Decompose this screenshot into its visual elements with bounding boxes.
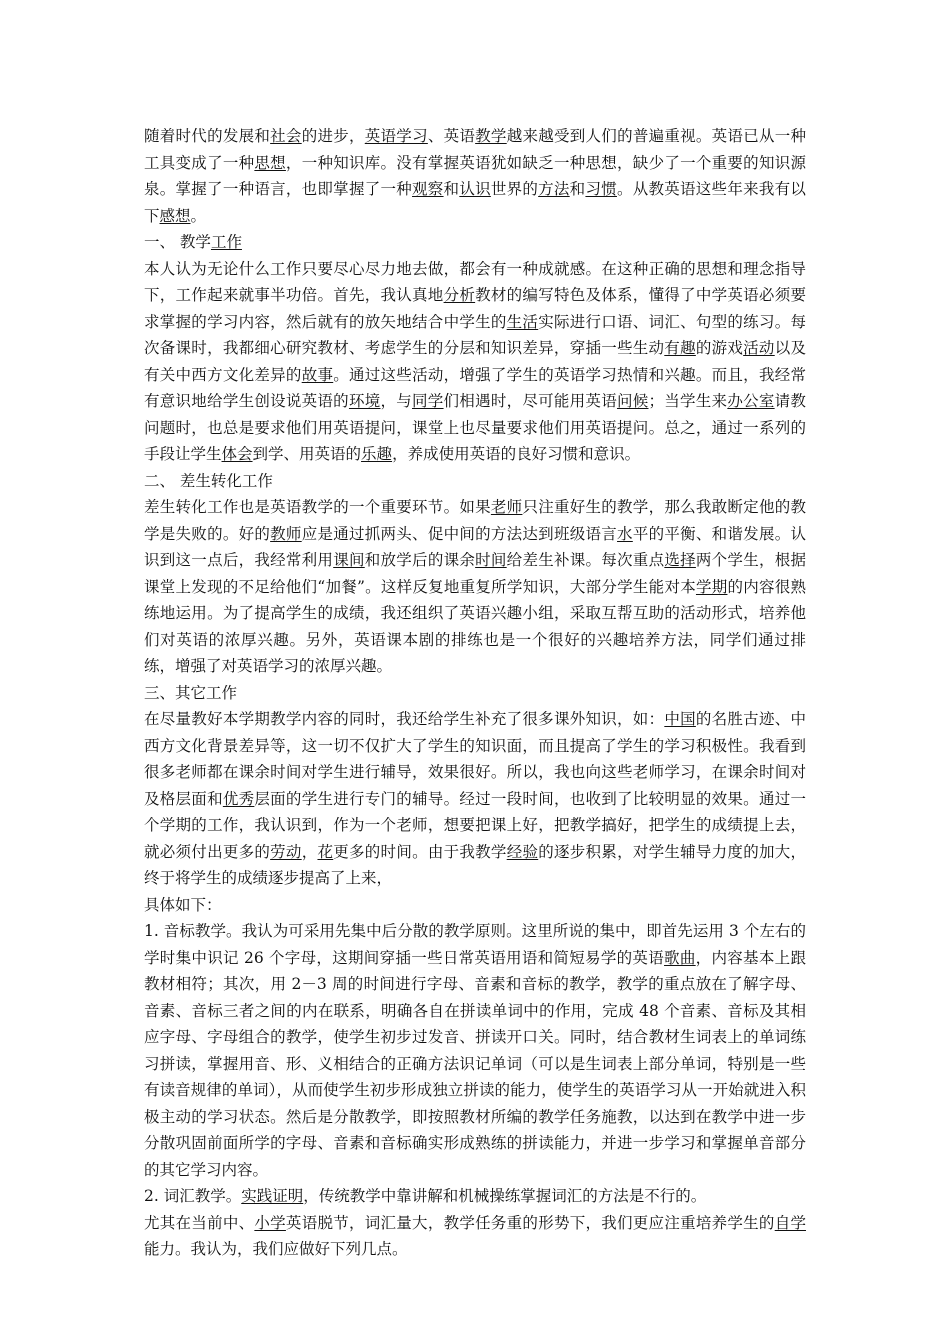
text-run: 差生转化工作也是英语教学的一个重要环节。如果 bbox=[144, 498, 491, 516]
text-run: 尤其在当前中、 bbox=[144, 1213, 255, 1232]
weak-students-paragraph bbox=[144, 494, 806, 680]
section-heading-weak-students bbox=[144, 468, 806, 495]
underlined-term: 故事 bbox=[301, 365, 334, 384]
text-run: 英语脱节，词汇量大，教学任务重的形势下，我们更应注重培养学生的 bbox=[285, 1213, 775, 1232]
text-run: 和放学后的课余 bbox=[364, 551, 476, 569]
underlined-term: 有趣 bbox=[664, 339, 696, 357]
text-run: 请教问题时，也总是要求他们用英语提问，课堂上也尽量要求他们用英语提问。总之，通过一系列的手段让学生 bbox=[144, 392, 806, 463]
underlined-term: 水 bbox=[617, 524, 633, 543]
text-run: 具体如下： bbox=[144, 895, 222, 914]
text-run: 层面的学生进行专门的辅导。经过一段时间，也收到了比较明显的效果。通过一个学期的工作，我认识到，作为一个老师，想要把课上好，把教学搞好，把学生的成绩提上去，就必须付出更多的 bbox=[144, 789, 806, 861]
underlined-term: 认识 bbox=[459, 180, 491, 198]
underlined-term: 经验 bbox=[506, 842, 539, 861]
underlined-term: 教师 bbox=[270, 524, 302, 543]
underlined-term: 思想 bbox=[254, 153, 286, 172]
underlined-term: 分析 bbox=[443, 286, 476, 304]
text-run: 的名胜古迹、中西方文化背景差异等，这一切不仅扩大了学生的知识面，而且提高了学生的学习积极性。我看到很多老师都在课余时间对学生进行辅导，效果很好。所以，我也向这些老师学习，在课余时间对及格层面和 bbox=[144, 710, 806, 808]
phonetics-teaching-paragraph bbox=[144, 918, 806, 1183]
text-run: ， bbox=[301, 842, 318, 861]
underlined-term: 时间 bbox=[475, 551, 507, 569]
underlined-term: 办公室 bbox=[727, 392, 775, 410]
text-run: 两个学生，根据课堂上发现的不足给他们“加餐”。这样反复地重复所学知识，大部分学生能对本 bbox=[144, 551, 806, 596]
text-run: 世界的 bbox=[490, 180, 539, 198]
intro-paragraph bbox=[144, 123, 806, 229]
text-run: 一、 教学 bbox=[144, 233, 211, 251]
text-run: 。 bbox=[190, 206, 207, 225]
document-body bbox=[144, 123, 806, 1263]
text-run: 在尽量教好本学期教学内容的同时，我还给学生补充了很多课外知识，如： bbox=[144, 710, 665, 728]
text-run: 教材的编写特色及体系，懂得了中学英语必须要求掌握的学习内容，然后就有的放矢地结合中学生的 bbox=[144, 286, 806, 331]
text-run: 更多的时间。由于我教学 bbox=[333, 842, 507, 861]
text-run: 实际进行口语、词汇、句型的练习。每次备课时，我都细心研究教材、考虑学生的分层和知识差异，穿插一些生动 bbox=[144, 312, 806, 357]
text-run: 能力。我认为，我们应做好下列几点。 bbox=[144, 1240, 408, 1258]
text-run: 、英语 bbox=[427, 127, 476, 145]
underlined-term: 环境 bbox=[348, 392, 381, 410]
underlined-term: 学期 bbox=[695, 577, 728, 596]
text-run: 三、其它工作 bbox=[144, 683, 238, 702]
underlined-term: 实践证明 bbox=[241, 1187, 304, 1205]
underlined-term: 乐趣 bbox=[361, 445, 393, 463]
text-run: 和 bbox=[569, 180, 586, 198]
text-run: 。通过这些活动，增强了学生的英语学习热情和兴趣。而且，我经常有意识地给学生创设说英语的 bbox=[144, 365, 806, 410]
text-run: ，养成使用英语的良好习惯和意识。 bbox=[392, 445, 641, 463]
text-run: 。从教英语这些年来我有以下 bbox=[144, 180, 806, 225]
underlined-term: 优秀 bbox=[222, 789, 255, 808]
text-run: ，与 bbox=[380, 392, 413, 410]
text-run: 平的平衡、和谐发展。认识到这一点后，我经常利用 bbox=[144, 524, 806, 569]
text-run: 的进步， bbox=[301, 127, 365, 145]
section-heading-teaching-work bbox=[144, 229, 806, 256]
underlined-term: 习惯 bbox=[585, 180, 617, 198]
section-heading-other-work bbox=[144, 680, 806, 707]
text-run: 1. 音标教学。我认为可采用先集中后分散的教学原则。这里所说的集中，即首先运用 3 个左右的学时集中识记 26 个字母，这期间穿插一些日常英语用语和简短易学的英语 bbox=[144, 922, 806, 967]
text-run: 本人认为无论什么工作只要尽心尽力地去做，都会有一种成就感。在这种正确的思想和理念指导下，工作起来就事半功倍。首先，我认真地 bbox=[144, 259, 806, 304]
underlined-term: 观察 bbox=[412, 180, 444, 198]
text-run: 的逐步积累，对学生辅导力度的加大，终于将学生的成绩逐步提高了上来， bbox=[144, 842, 806, 887]
underlined-term: 老师 bbox=[490, 498, 523, 516]
text-run: ，内容基本上跟教材相符；其次，用 2－3 周的时间进行字母、音素和音标的教学，教学的重点放在了解字母、音素、音标三者之间的内在联系，明确各自在拼读单词中的作用，完成 48 个音素、音标及其相应字母、字母组合的教学，使学生初步过发音、拼读开口关。同时，结合教材生词表上的单词练习拼读，掌握用音、形、义相结合的正确方法识记单词（可以是生词表上部分单词，特别是一些有读音规律的单词），从而使学生初步形成独立拼读的能力，使学生的英语学习从一开始就进入积极主动的学习状态。然后是分散教学，即按照教材所编的教学任务施教，以达到在教学中进一步分散巩固前面所学的字母、音素和音标确实形成熟练的拼读能力，并进一步学习和掌握单音部分的其它学习内容。 bbox=[144, 948, 806, 1179]
underlined-term: 教学 bbox=[475, 127, 507, 145]
details-intro-line bbox=[144, 892, 806, 919]
text-run: 的内容很熟练地运用。为了提高学生的成绩，我还组织了英语兴趣小组，采取互帮互助的活动形式，培养他们对英语的浓厚兴趣。另外，英语课本剧的排练也是一个很好的兴趣培养方法，同学们通过排练，增强了对英语学习的浓厚兴趣。 bbox=[144, 577, 806, 675]
teaching-work-paragraph bbox=[144, 256, 806, 468]
text-run: ，传统教学中靠讲解和机械操练掌握词汇的方法是不行的。 bbox=[303, 1187, 707, 1205]
underlined-term: 中国 bbox=[664, 710, 696, 728]
underlined-term: 感想 bbox=[159, 206, 191, 225]
text-run: 二、 差生转化工作 bbox=[144, 471, 273, 490]
text-run: 和 bbox=[443, 180, 460, 198]
text-run: 给差生补课。每次重点 bbox=[506, 551, 665, 569]
text-run: 到学、用英语的 bbox=[252, 445, 362, 463]
text-run: 以及有关中西方文化差异的 bbox=[144, 339, 806, 384]
underlined-term: 自学 bbox=[774, 1213, 806, 1232]
underlined-term: 社会 bbox=[270, 127, 302, 145]
underlined-term: 体会 bbox=[221, 445, 253, 463]
underlined-term: 问候 bbox=[616, 392, 649, 410]
text-run: 的游戏 bbox=[695, 339, 744, 357]
underlined-term: 花 bbox=[317, 842, 334, 861]
vocabulary-teaching-paragraph bbox=[144, 1183, 806, 1210]
underlined-term: 课间 bbox=[333, 551, 365, 569]
self-study-paragraph bbox=[144, 1210, 806, 1263]
text-run: 随着时代的发展和 bbox=[144, 127, 271, 145]
underlined-term: 工作 bbox=[210, 233, 242, 251]
text-run: 应是通过抓两头、促中间的方法达到班级语言 bbox=[301, 524, 618, 543]
underlined-term: 英语学习 bbox=[364, 127, 428, 145]
other-work-paragraph bbox=[144, 706, 806, 892]
underlined-term: 歌曲 bbox=[664, 948, 696, 967]
underlined-term: 活动 bbox=[743, 339, 775, 357]
underlined-term: 同学 bbox=[412, 392, 444, 410]
underlined-term: 生活 bbox=[506, 312, 539, 331]
underlined-term: 选择 bbox=[664, 551, 696, 569]
text-run: 们相遇时，尽可能用英语 bbox=[443, 392, 617, 410]
text-run: 越来越受到人们的普遍重视。英语已从一种工具变成了一种 bbox=[144, 127, 806, 172]
underlined-term: 小学 bbox=[254, 1213, 286, 1232]
text-run: ；当学生来 bbox=[648, 392, 728, 410]
text-run: ，一种知识库。没有掌握英语犹如缺乏一种思想，缺少了一个重要的知识源泉。掌握了一种语言，也即掌握了一种 bbox=[144, 153, 806, 198]
underlined-term: 方法 bbox=[538, 180, 570, 198]
text-run: 只注重好生的教学，那么我敢断定他的教学是失败的。好的 bbox=[144, 498, 806, 543]
underlined-term: 劳动 bbox=[270, 842, 302, 861]
text-run: 2. 词汇教学。 bbox=[144, 1187, 242, 1205]
